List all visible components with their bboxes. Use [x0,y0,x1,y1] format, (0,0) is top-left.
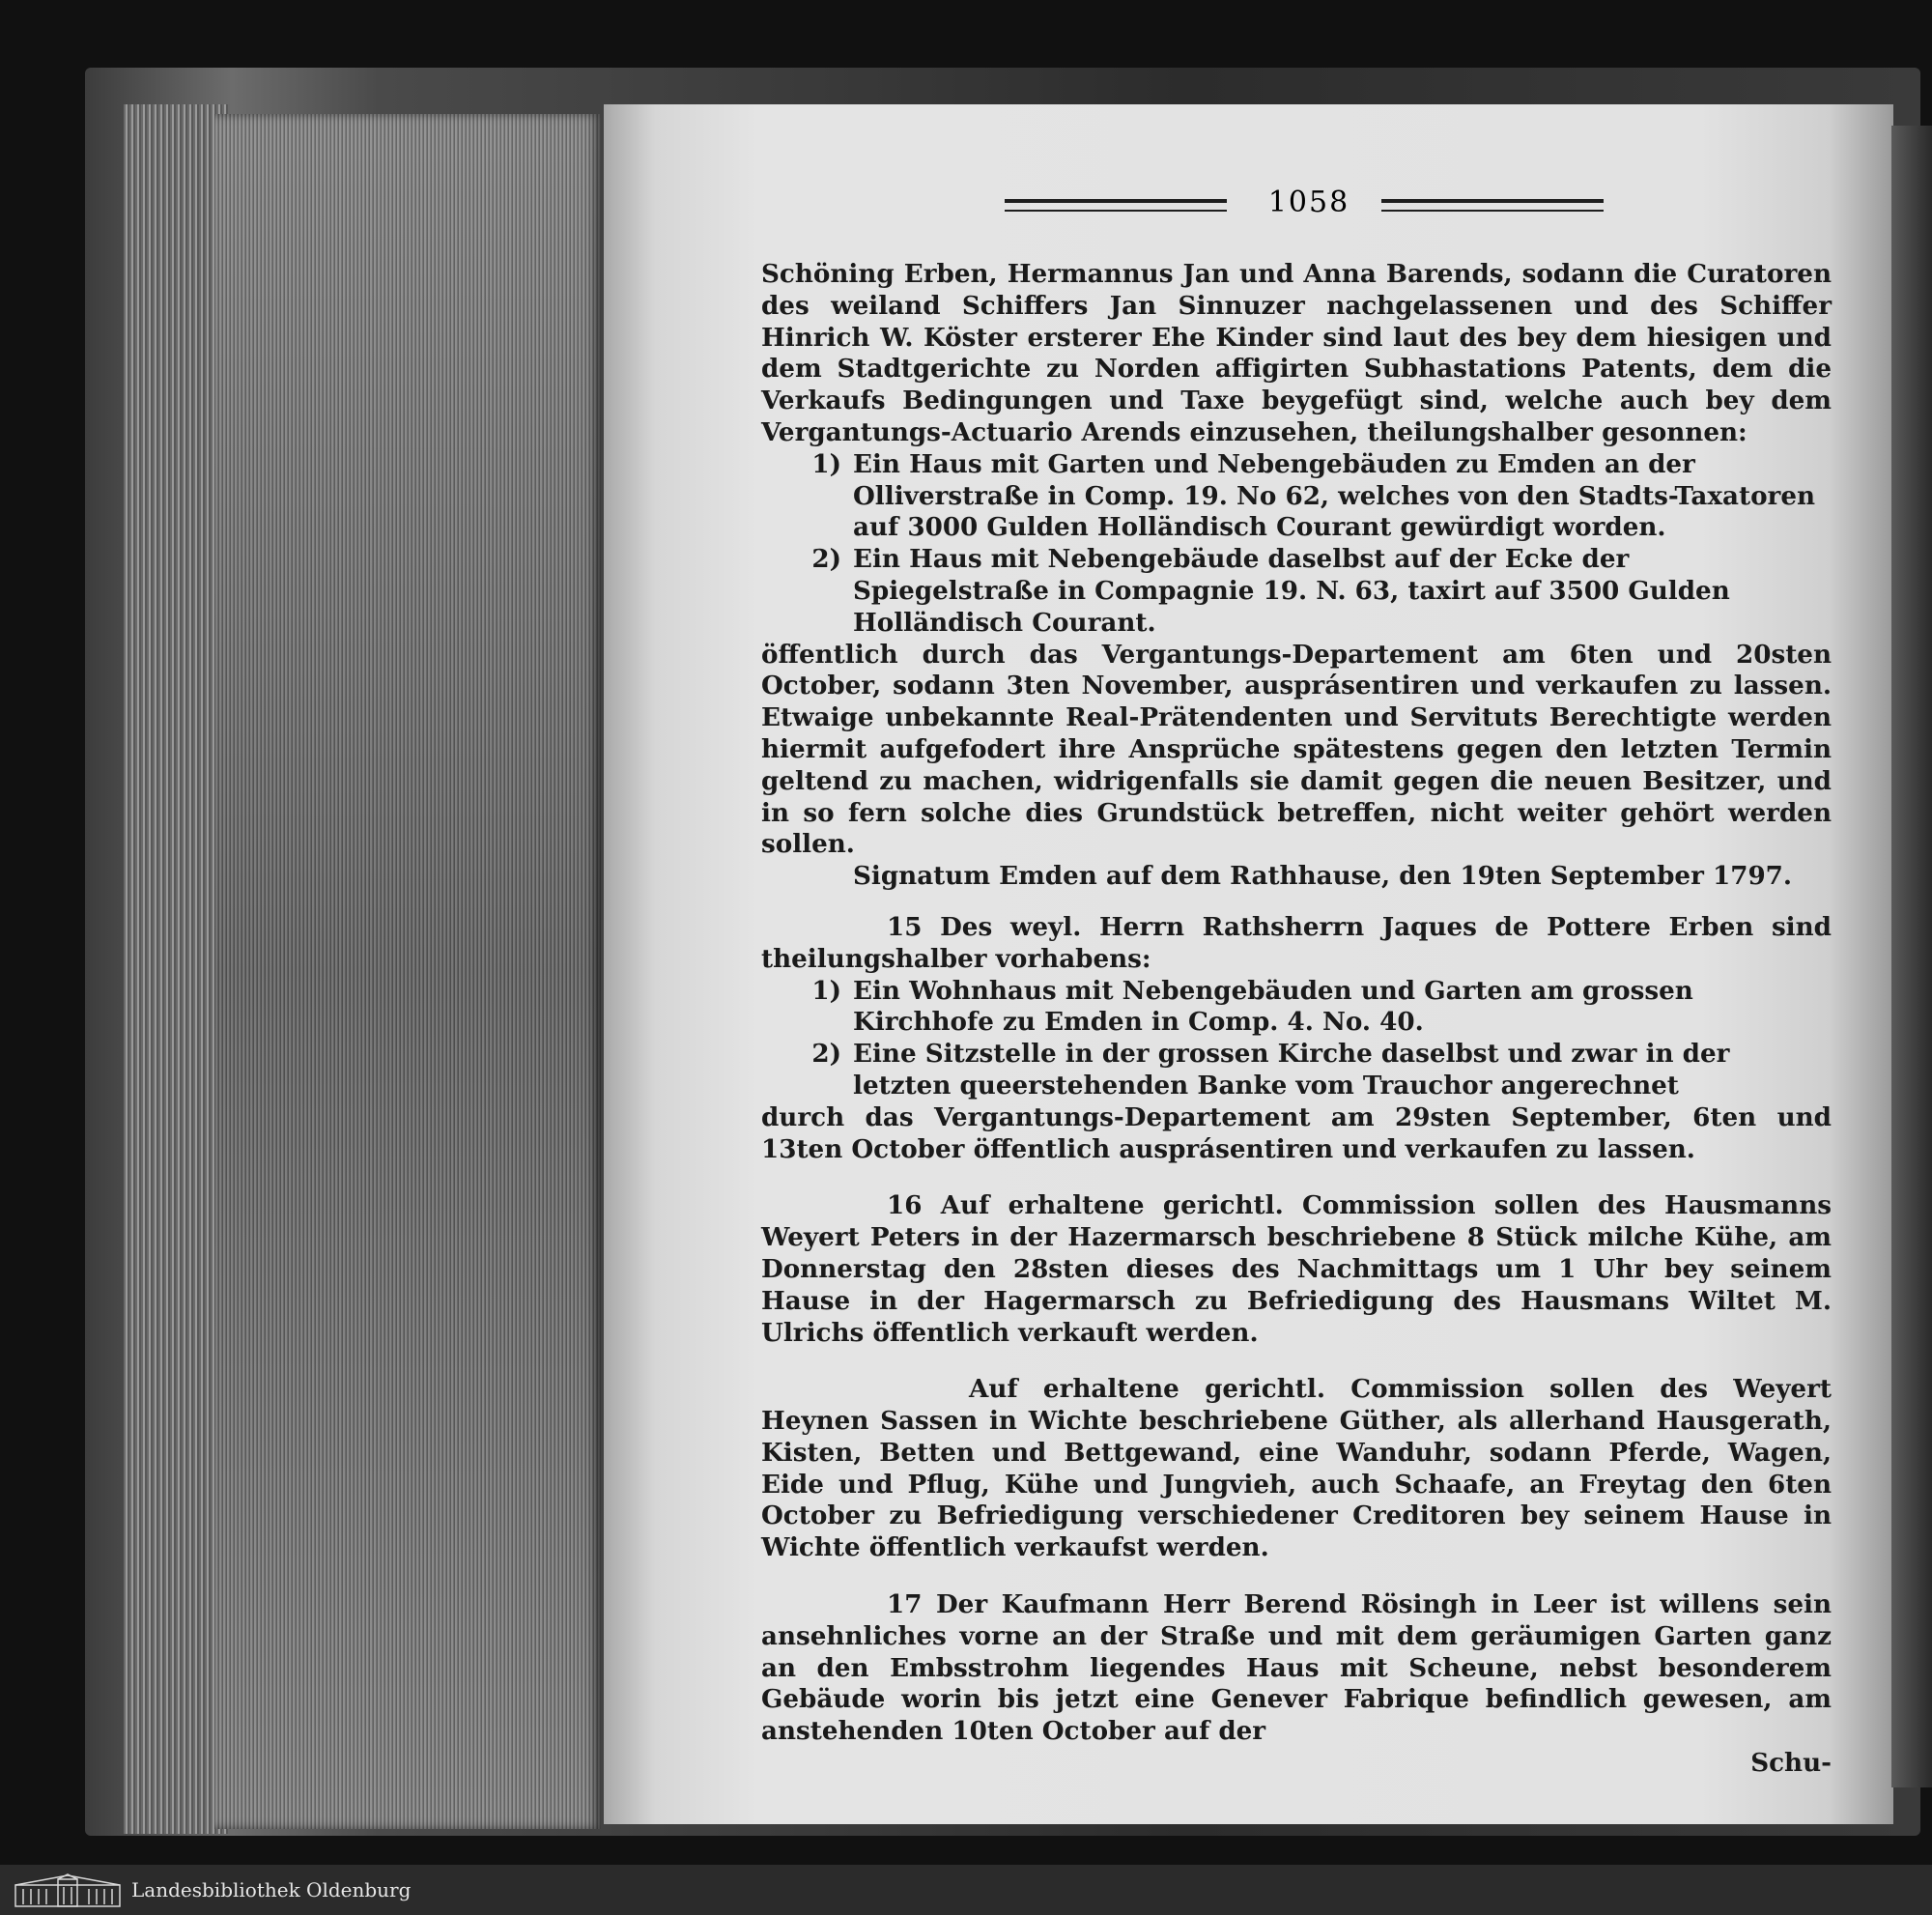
right-cover-edge [1891,126,1932,1787]
paragraph-16: 16 Auf erhaltene gerichtl. Commission sollen des Hausmanns Weyert Peters in der Hazermarsch beschriebene 8 Stück milche Kühe, am Donnerstag den 28sten dieses des Nachmittags um 1 Uhr bey seinem Hause in der Hagermarsch zu Befriedigung des Hausmans Wiltet M. Ulrichs öffentlich verkauft werden. [761,1190,1832,1348]
paragraph-intro: Schöning Erben, Hermannus Jan und Anna Barends, sodann die Curatoren des weiland Schiffers Jan Sinnuzer nachgelassenen und des Schiffer Hinrich W. Köster ersterer Ehe Kinder sind laut des bey dem hiesigen und dem Stadtgerichte zu Norden affigirten Subhastations Patents, dem die Verkaufs Bedingungen und Taxe beygefügt sind, welche auch bey dem Vergantungs-Actuario Arends einzusehen, theilungshalber gesonnen: [761,259,1832,447]
paragraph-16b: Auf erhaltene gerichtl. Commission sollen des Weyert Heynen Sassen in Wichte beschriebene Güther, als allerhand Hausgerath, Kisten, Betten und Bettgewand, eine Wanduhr, sodann Pferde, Wagen, Eide und Pflug, Kühe und Jungvieh, auch Schaafe, an Freytag den 6ten October zu Befriedigung verschiedener Creditoren bey seinem Hause in Wichte öffentlich verkaufst werden. [761,1374,1832,1563]
list-item [761,976,1832,1040]
list-item-text: Eine Sitzstelle in der grossen Kirche daselbst und zwar in der letzten queerstehenden Banke vom Trauchor angerechnet [853,1039,1730,1100]
spacer [761,1564,1832,1589]
list-item-text: Ein Wohnhaus mit Nebengebäuden und Garten am grossen Kirchhofe zu Emden in Comp. 4. No. 40. [853,975,1693,1038]
paragraph-continuation: durch das Vergantungs-Departement am 29sten September, 6ten und 13ten October öffentlich ausprásentiren und verkaufen zu lassen. [761,1101,1832,1164]
list-item [761,449,1832,544]
list-item-number: 1) [811,448,841,479]
list-item-text: Ein Haus mit Nebengebäude daselbst auf der Ecke der Spiegelstraße in Compagnie 19. N. 63, taxirt auf 3500 Gulden Holländisch Courant. [853,544,1730,638]
page-number: 1058 [1267,186,1350,219]
list-item [761,544,1832,639]
spacer [761,1165,1832,1190]
list-item-number: 2) [811,544,841,575]
footer-bar [0,1865,1932,1915]
spacer [761,1349,1832,1374]
list-item [761,1039,1832,1102]
paragraph-17: 17 Der Kaufmann Herr Berend Rösingh in Leer ist willens sein ansehnliches vorne an der Straße und mit dem geräumigen Garten ganz an den Embsstrohm liegendes Haus mit Scheune, nebst besonderem Gebäude worin bis jetzt eine Genever Fabrique befindlich gewesen, am anstehenden 10ten October auf der [761,1589,1832,1747]
header-rule-left [1005,199,1227,212]
list-item-number: 2) [811,1039,841,1070]
library-name: Landesbibliothek Oldenburg [131,1878,412,1901]
list-item-text: Ein Haus mit Garten und Nebengebäuden zu Emden an der Olliverstraße in Comp. 19. No 62, welches von den Stadts-Taxatoren auf 3000 Gulden Holländisch Courant gewürdigt worden. [853,448,1816,543]
page-block-edge [214,114,601,1829]
catchword: Schu- [1750,1748,1832,1779]
signature-line: Signatum Emden auf dem Rathhause, den 19ten September 1797. [853,861,1793,892]
page-header [1005,186,1604,224]
header-rule-right [1381,199,1604,212]
paragraph-15: 15 Des weyl. Herrn Rathsherrn Jaques de Pottere Erben sind theilungshalber vorhabens: [761,911,1832,974]
list-item-number: 1) [811,975,841,1006]
library-building-logo-icon [14,1873,122,1908]
page-body [761,259,1832,1780]
spacer [761,893,1832,912]
paragraph-continuation: öffentlich durch das Vergantungs-Departement am 6ten und 20sten October, sodann 3ten November, ausprásentiren und verkaufen zu lassen. Etwaige unbekannte Real-Prätendenten und Servituts Berechtigte werden hiermit aufgefodert ihre Ansprüche spätestens gegen den letzten Termin geltend zu machen, widrigenfalls sie damit gegen die neuen Besitzer, und in so fern solche dies Grundstück betreffen, nicht weiter gehört werden sollen. [761,639,1832,860]
